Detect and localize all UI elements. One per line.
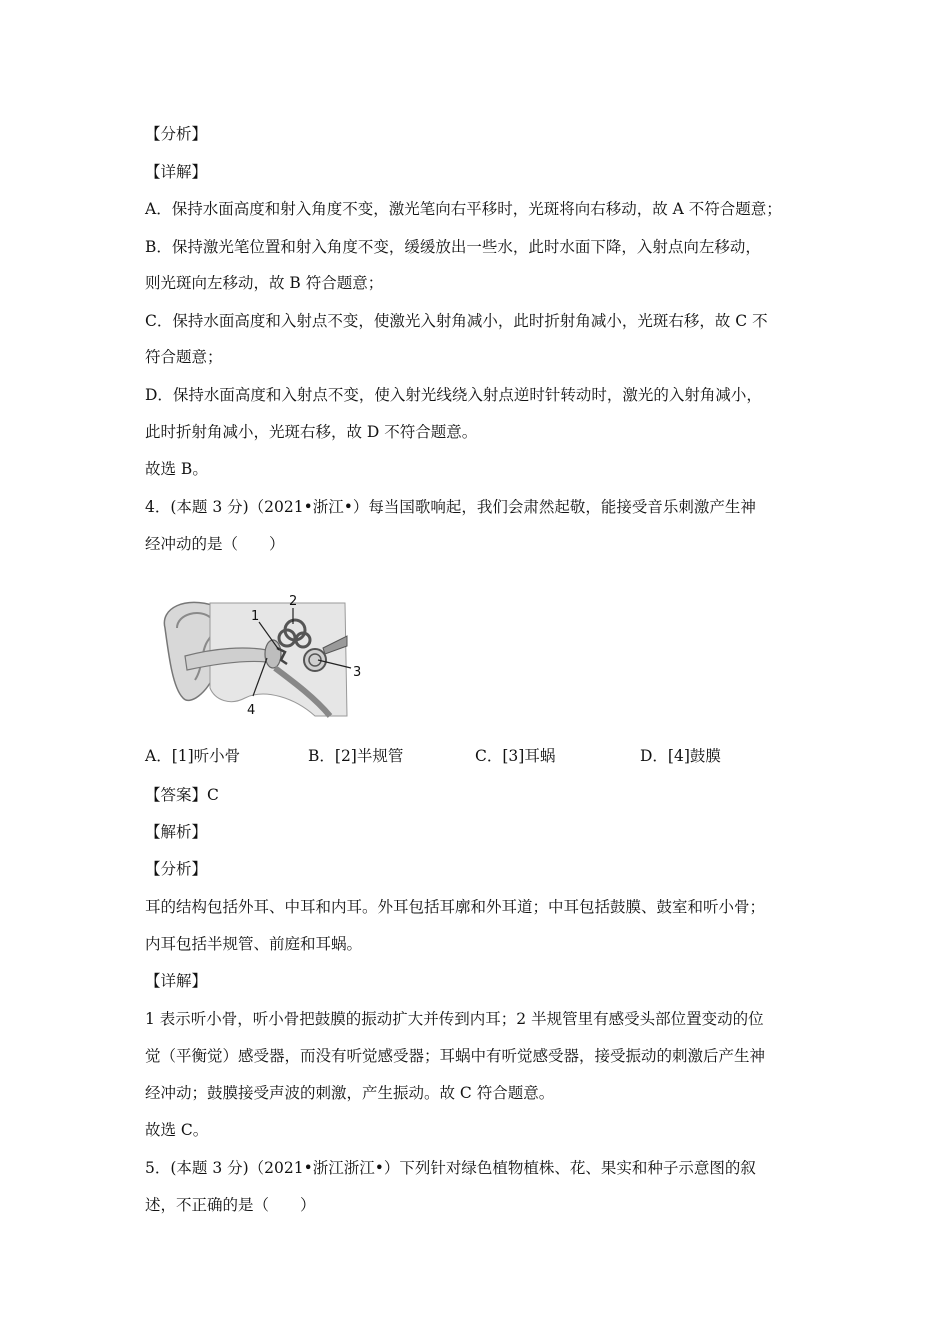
- ear-structure-figure: [155, 588, 380, 720]
- q4-detail-line-3: 经冲动；鼓膜接受声波的刺激，产生振动。故 C 符合题意。: [145, 1084, 555, 1102]
- q3-line-d1: D．保持水面高度和入射点不变，使入射光线绕入射点逆时针转动时，激光的入射角减小，: [145, 386, 762, 404]
- q4-conclusion: 故选 C。: [145, 1121, 209, 1139]
- q3-line-c2: 符合题意；: [145, 348, 223, 366]
- q4-stem-line-1: 4．(本题 3 分)（2021•浙江•）每当国歌响起，我们会肃然起敬，能接受音乐刺激产生神: [145, 498, 756, 516]
- q4-analysis-line-1: 耳的结构包括外耳、中耳和内耳。外耳包括耳廓和外耳道；中耳包括鼓膜、鼓室和听小骨；: [145, 898, 766, 916]
- figure-label-1: 1: [251, 609, 260, 624]
- q4-analysis-label: 【分析】: [145, 860, 208, 878]
- q4-detail-line-1: 1 表示听小骨，听小骨把鼓膜的振动扩大并传到内耳；2 半规管里有感受头部位置变动的位: [145, 1010, 764, 1028]
- q4-option-c: C．[3]耳蜗: [475, 747, 556, 765]
- q4-option-a: A．[1]听小骨: [145, 747, 241, 765]
- figure-label-3: 3: [353, 665, 362, 680]
- q5-stem-line-1: 5．(本题 3 分)（2021•浙江浙江•）下列针对绿色植物植株、花、果实和种子示意图的叙: [145, 1159, 756, 1177]
- q4-detail-label: 【详解】: [145, 972, 208, 990]
- q3-line-b1: B．保持激光笔位置和射入角度不变，缓缓放出一些水，此时水面下降，入射点向左移动，: [145, 238, 761, 256]
- q5-stem-line-2: 述，不正确的是（ ）: [145, 1196, 316, 1214]
- q3-analysis-label: 【分析】: [145, 125, 208, 143]
- q4-explanation-label: 【解析】: [145, 823, 208, 841]
- q3-conclusion: 故选 B。: [145, 460, 208, 478]
- q4-option-d: D．[4]鼓膜: [640, 747, 721, 765]
- q4-answer: 【答案】C: [145, 786, 219, 804]
- figure-label-4: 4: [247, 703, 256, 718]
- q4-option-b: B．[2]半规管: [308, 747, 404, 765]
- q3-line-a: A．保持水面高度和射入角度不变，激光笔向右平移时，光斑将向右移动，故 A 不符合题意；: [145, 200, 782, 218]
- q3-line-c1: C．保持水面高度和入射点不变，使激光入射角减小，此时折射角减小，光斑右移，故 C 不: [145, 312, 768, 330]
- figure-label-2: 2: [289, 594, 298, 609]
- q4-detail-line-2: 觉（平衡觉）感受器，而没有听觉感受器；耳蜗中有听觉感受器，接受振动的刺激后产生神: [145, 1047, 766, 1065]
- q3-line-d2: 此时折射角减小，光斑右移，故 D 不符合题意。: [145, 423, 478, 441]
- q4-stem-line-2: 经冲动的是（ ）: [145, 535, 285, 553]
- q4-analysis-line-2: 内耳包括半规管、前庭和耳蜗。: [145, 935, 363, 953]
- q3-detail-label: 【详解】: [145, 163, 208, 181]
- q3-line-b2: 则光斑向左移动，故 B 符合题意；: [145, 274, 384, 292]
